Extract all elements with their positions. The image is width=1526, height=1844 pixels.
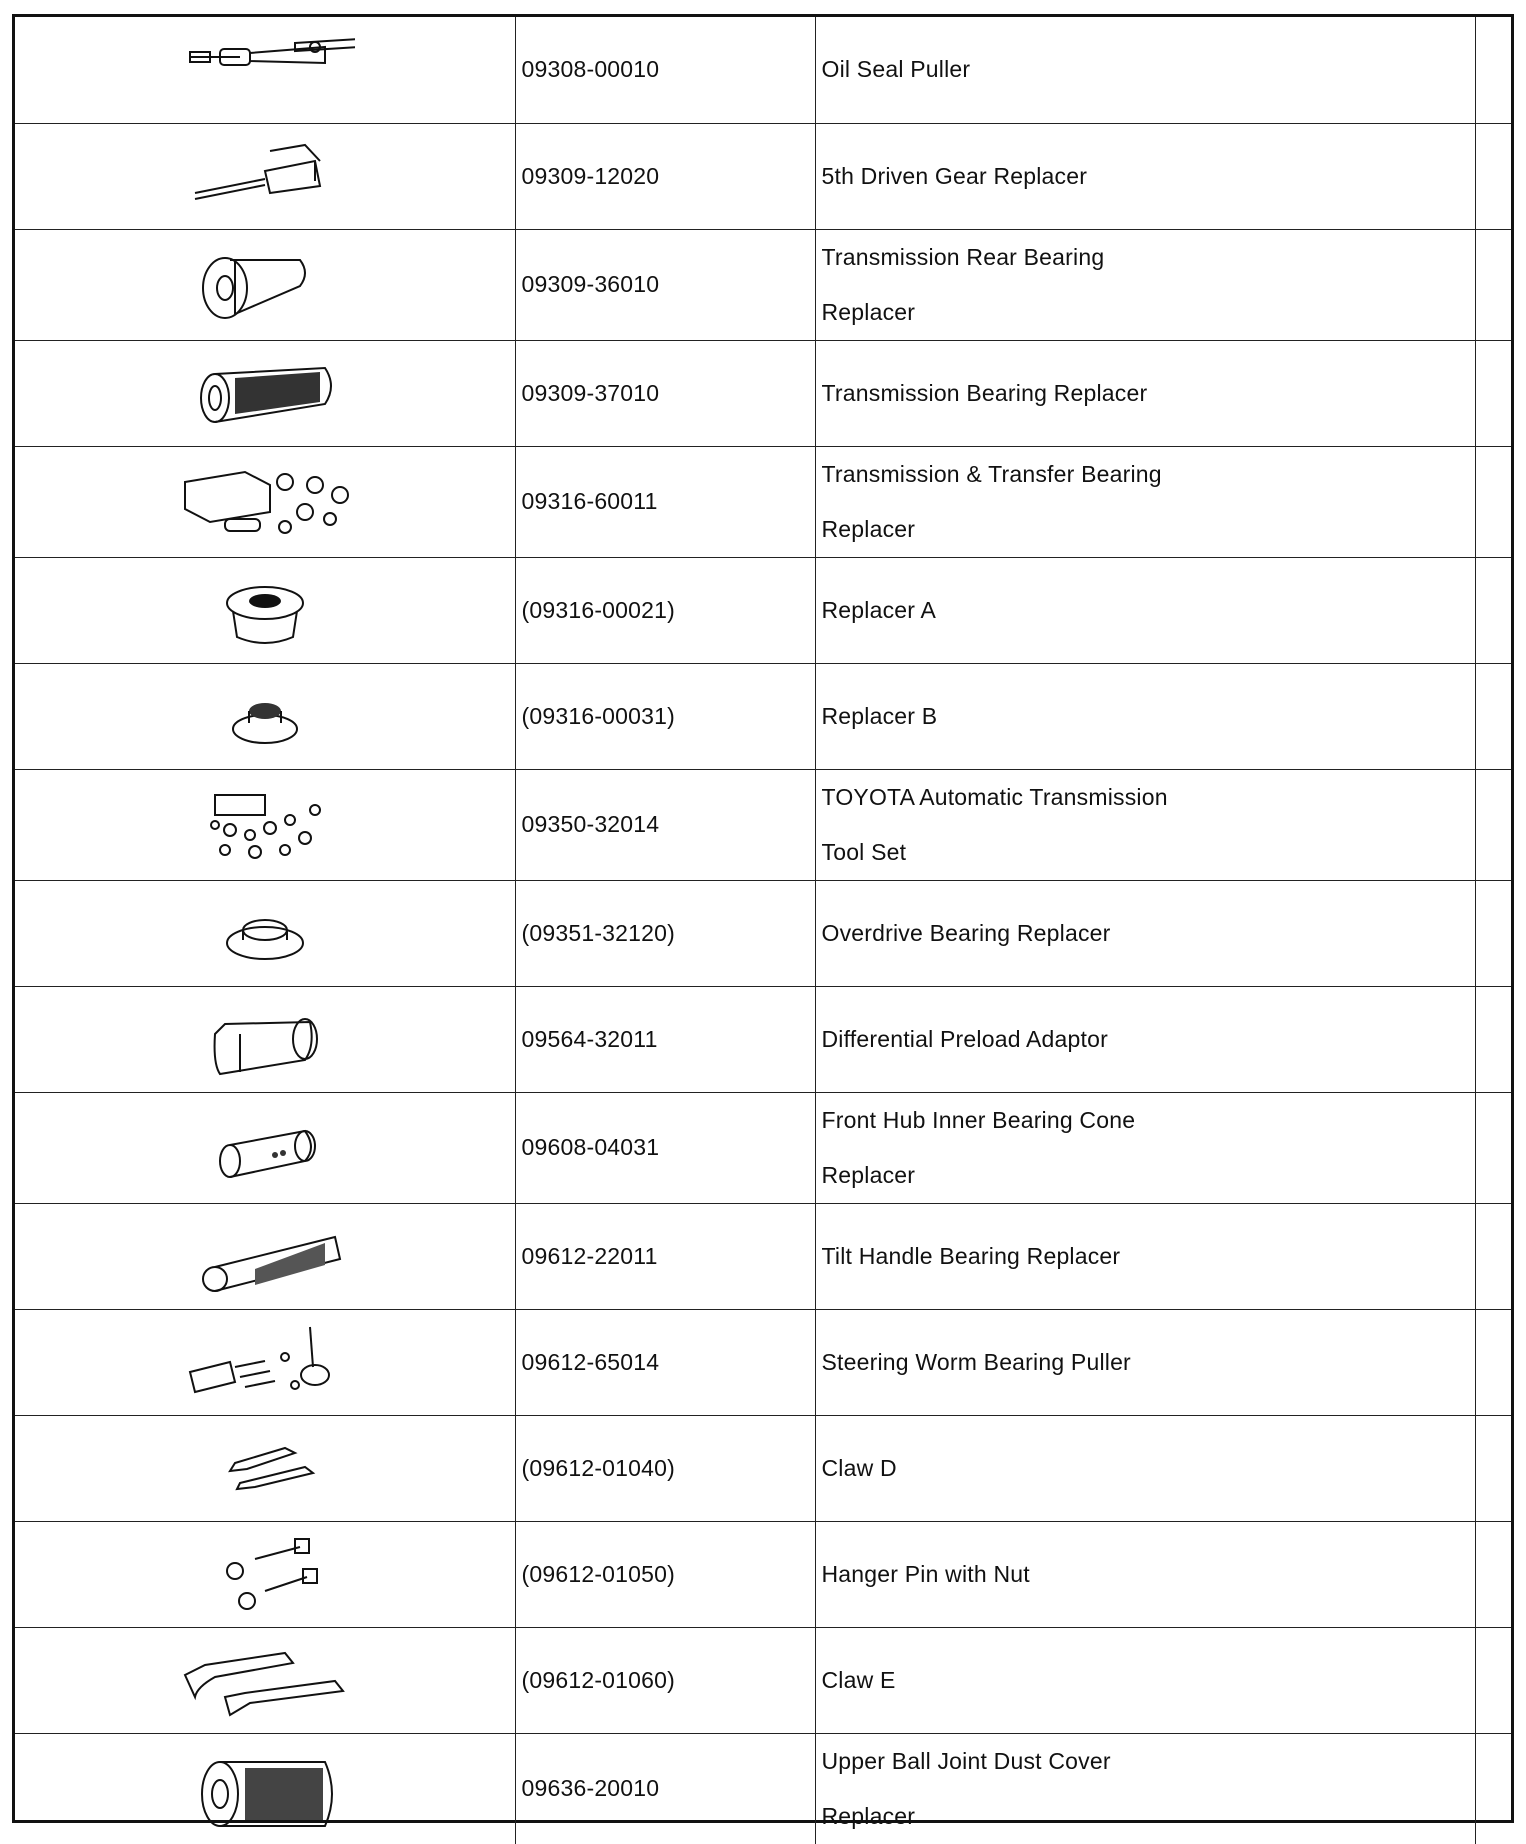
- part-number: 09316-60011: [515, 446, 815, 557]
- tool-name: [815, 446, 1475, 557]
- part-number: 09636-20010: [515, 1733, 815, 1844]
- blank-cell: [1475, 1092, 1511, 1203]
- table-row: [15, 1733, 1511, 1844]
- tool-illustration-cell: [15, 1521, 515, 1627]
- part-number: (09612-01040): [515, 1415, 815, 1521]
- blank-cell: [1475, 1627, 1511, 1733]
- tool-name-line: Front Hub Inner Bearing Cone: [821, 1106, 1136, 1133]
- tool-name-line: Replacer A: [821, 596, 937, 623]
- tool-illustration-cell: [15, 1415, 515, 1521]
- tool-name-line: Claw D: [821, 1454, 897, 1481]
- tool-name: [815, 1092, 1475, 1203]
- table-row: [15, 123, 1511, 229]
- blank-cell: [1475, 880, 1511, 986]
- part-number: (09612-01050): [515, 1521, 815, 1627]
- blank-cell: [1475, 1521, 1511, 1627]
- tool-name-line: Transmission & Transfer Bearing: [821, 460, 1162, 487]
- blank-cell: [1475, 446, 1511, 557]
- part-number: (09612-01060): [515, 1627, 815, 1733]
- tool-name-line: Replacer B: [821, 702, 938, 729]
- blank-cell: [1475, 769, 1511, 880]
- tool-name: [815, 1309, 1475, 1415]
- tool-name-line: TOYOTA Automatic Transmission: [821, 783, 1168, 810]
- table-row: [15, 1627, 1511, 1733]
- table-row: [15, 1521, 1511, 1627]
- tool-illustration-cell: [15, 1733, 515, 1844]
- table-row: [15, 340, 1511, 446]
- tool-name: [815, 986, 1475, 1092]
- blank-cell: [1475, 557, 1511, 663]
- part-number: 09309-36010: [515, 229, 815, 340]
- replacer-set-icon: [175, 457, 355, 547]
- replacer-b-icon: [175, 671, 355, 761]
- bearing-cone-replacer-icon: [175, 1103, 355, 1193]
- oil-seal-puller-icon: [175, 25, 355, 115]
- table-row: [15, 557, 1511, 663]
- tool-illustration-cell: [15, 340, 515, 446]
- overdrive-replacer-icon: [175, 888, 355, 978]
- blank-cell: [1475, 986, 1511, 1092]
- part-number: (09316-00021): [515, 557, 815, 663]
- tool-name: [815, 769, 1475, 880]
- tool-illustration-cell: [15, 17, 515, 123]
- tool-name: [815, 1733, 1475, 1844]
- blank-cell: [1475, 340, 1511, 446]
- table-row: [15, 229, 1511, 340]
- tool-name-line: Replacer: [821, 1802, 916, 1829]
- table-row: [15, 880, 1511, 986]
- part-number: 09564-32011: [515, 986, 815, 1092]
- part-number: 09308-00010: [515, 17, 815, 123]
- part-number: 09309-12020: [515, 123, 815, 229]
- blank-cell: [1475, 123, 1511, 229]
- table-row: [15, 663, 1511, 769]
- tool-name-line: Claw E: [821, 1666, 896, 1693]
- table-row: [15, 1309, 1511, 1415]
- tool-name-line: Differential Preload Adaptor: [821, 1025, 1108, 1052]
- tool-name: [815, 340, 1475, 446]
- tool-name: [815, 17, 1475, 123]
- blank-cell: [1475, 1415, 1511, 1521]
- tool-illustration-cell: [15, 986, 515, 1092]
- part-number: 09309-37010: [515, 340, 815, 446]
- tool-illustration-cell: [15, 229, 515, 340]
- tool-name-line: Overdrive Bearing Replacer: [821, 919, 1111, 946]
- tool-illustration-cell: [15, 1092, 515, 1203]
- table-row: [15, 769, 1511, 880]
- tool-name-line: Transmission Rear Bearing: [821, 243, 1105, 270]
- tool-name-line: 5th Driven Gear Replacer: [821, 162, 1088, 189]
- tool-illustration-cell: [15, 1309, 515, 1415]
- blank-cell: [1475, 1203, 1511, 1309]
- tool-name-line: Tilt Handle Bearing Replacer: [821, 1242, 1121, 1269]
- table-row: [15, 1092, 1511, 1203]
- tool-name: [815, 663, 1475, 769]
- tool-name: [815, 1203, 1475, 1309]
- table-row: [15, 1415, 1511, 1521]
- tool-name-line: Transmission Bearing Replacer: [821, 379, 1148, 406]
- preload-adaptor-icon: [175, 994, 355, 1084]
- tool-name: [815, 1521, 1475, 1627]
- tool-illustration-cell: [15, 880, 515, 986]
- part-number: 09612-22011: [515, 1203, 815, 1309]
- tool-name: [815, 123, 1475, 229]
- blank-cell: [1475, 1733, 1511, 1844]
- bearing-replacer-tube-icon: [175, 240, 355, 330]
- tool-set-icon: [175, 780, 355, 870]
- table-row: [15, 1203, 1511, 1309]
- table-row: [15, 446, 1511, 557]
- tool-name: [815, 229, 1475, 340]
- tool-name: [815, 1415, 1475, 1521]
- tool-name: [815, 1627, 1475, 1733]
- part-number: (09316-00031): [515, 663, 815, 769]
- part-number: 09350-32014: [515, 769, 815, 880]
- long-knurled-tube-icon: [175, 1211, 355, 1301]
- claw-e-icon: [175, 1635, 355, 1725]
- knurled-tube-icon: [175, 348, 355, 438]
- gear-replacer-icon: [175, 131, 355, 221]
- tool-name-line: Oil Seal Puller: [821, 56, 971, 83]
- tool-name-line: Hanger Pin with Nut: [821, 1560, 1030, 1587]
- tool-name-line: Replacer: [821, 515, 916, 542]
- claw-d-icon: [175, 1423, 355, 1513]
- blank-cell: [1475, 1309, 1511, 1415]
- tool-name-line: Steering Worm Bearing Puller: [821, 1348, 1131, 1375]
- blank-cell: [1475, 229, 1511, 340]
- tool-illustration-cell: [15, 1203, 515, 1309]
- part-number: 09608-04031: [515, 1092, 815, 1203]
- tool-name: [815, 880, 1475, 986]
- tool-table-sheet: [12, 14, 1514, 1829]
- blank-cell: [1475, 663, 1511, 769]
- worm-bearing-puller-icon: [175, 1317, 355, 1407]
- table-row: [15, 986, 1511, 1092]
- tool-illustration-cell: [15, 557, 515, 663]
- tool-illustration-cell: [15, 123, 515, 229]
- tool-name: [815, 557, 1475, 663]
- blank-cell: [1475, 17, 1511, 123]
- tool-name-line: Upper Ball Joint Dust Cover: [821, 1747, 1111, 1774]
- tool-illustration-cell: [15, 1627, 515, 1733]
- dust-cover-replacer-icon: [175, 1744, 355, 1834]
- tool-illustration-cell: [15, 769, 515, 880]
- tool-name-line: Replacer: [821, 1161, 916, 1188]
- part-number: 09612-65014: [515, 1309, 815, 1415]
- tool-illustration-cell: [15, 446, 515, 557]
- special-service-tools-table: [15, 17, 1511, 1844]
- tool-name-line: Tool Set: [821, 838, 907, 865]
- part-number: (09351-32120): [515, 880, 815, 986]
- tool-name-line: Replacer: [821, 298, 916, 325]
- table-row: [15, 17, 1511, 123]
- hanger-pin-nut-icon: [175, 1529, 355, 1619]
- replacer-a-icon: [175, 565, 355, 655]
- tool-illustration-cell: [15, 663, 515, 769]
